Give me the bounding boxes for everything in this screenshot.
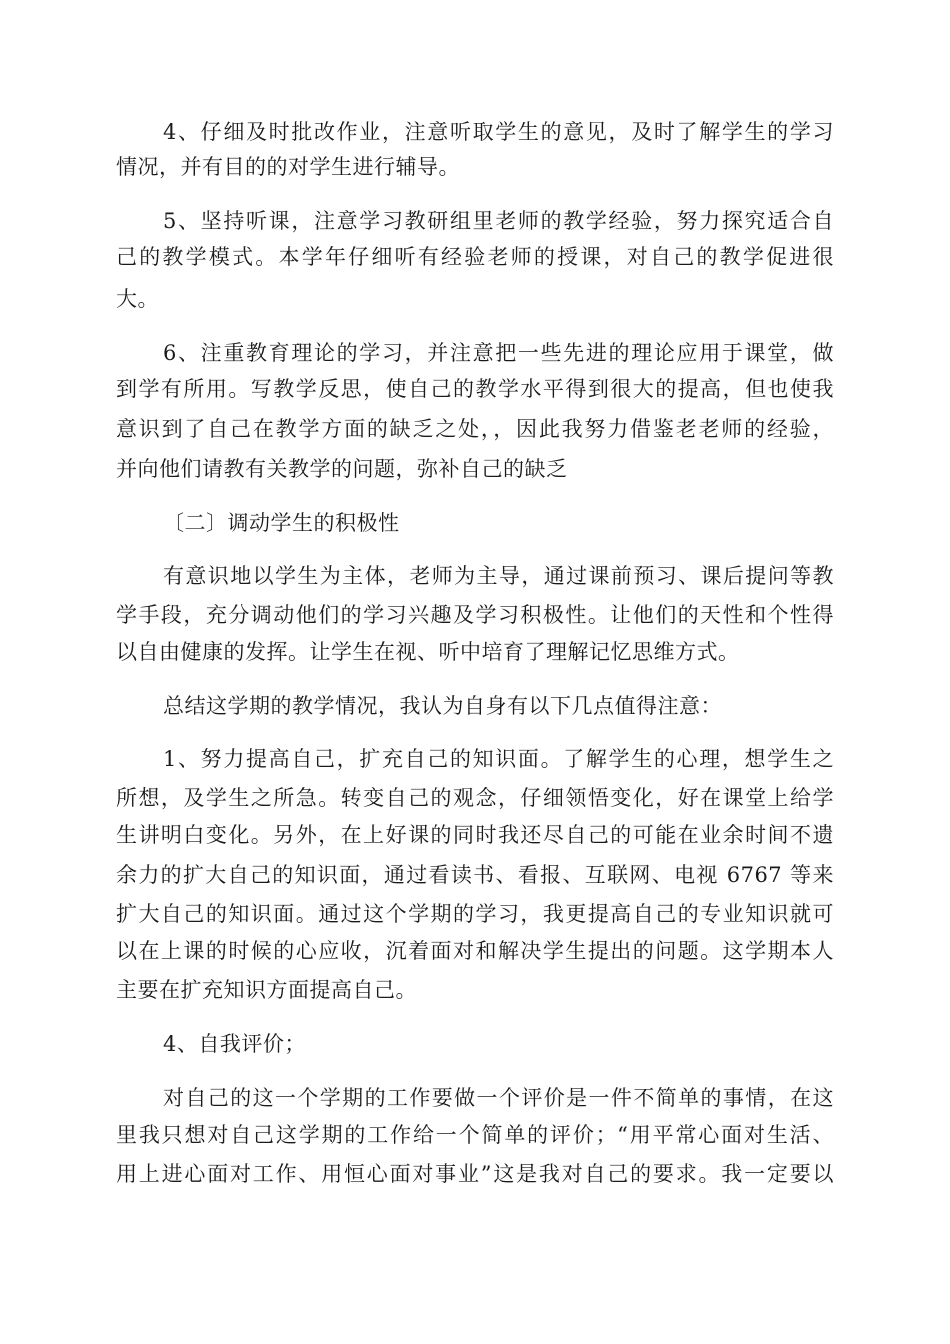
paragraph-line: 以在上课的时候的心应收，沉着面对和解决学生提出的问题。这学期本人	[116, 939, 834, 963]
paragraph-line: 己的教学模式。本学年仔细听有经验老师的授课，对自己的教学促进很	[116, 245, 834, 269]
paragraph-line: 主要在扩充知识方面提高自己。	[116, 978, 417, 1002]
paragraph-line: 生讲明白变化。另外，在上好课的同时我还尽自己的可能在业余时间不遗	[116, 823, 834, 847]
paragraph-line: 对自己的这一个学期的工作要做一个评价是一件不简单的事情，在这	[163, 1086, 834, 1110]
paragraph-line: 余力的扩大自己的知识面，通过看读书、看报、互联网、电视 6767 等来	[116, 863, 834, 887]
paragraph-line: 4、仔细及时批改作业，注意听取学生的意见，及时了解学生的学习	[163, 120, 834, 144]
paragraph-line: 到学有所用。写教学反思，使自己的教学水平得到很大的提高，但也使我	[116, 377, 834, 401]
paragraph-line: 意识到了自己在教学方面的缺乏之处，，因此我努力借鉴老老师的经验，	[116, 417, 834, 441]
paragraph-line: 所想，及学生之所急。转变自己的观念，仔细领悟变化，好在课堂上给学	[116, 786, 834, 810]
paragraph-line: 大。	[116, 287, 159, 311]
paragraph-line: 总结这学期的教学情况，我认为自身有以下几点值得注意：	[163, 694, 722, 718]
paragraph-line: 里我只想对自己这学期的工作给一个简单的评价；“用平常心面对生活、	[116, 1123, 834, 1147]
paragraph-line: 学手段，充分调动他们的学习兴趣及学习积极性。让他们的天性和个性得	[116, 603, 834, 627]
self-evaluation-heading-text: 4、自我评价；	[163, 1032, 306, 1056]
section-heading-text: 〔二〕调动学生的积极性	[163, 511, 400, 535]
paragraph-line: 并向他们请教有关教学的问题，弥补自己的缺乏	[116, 457, 568, 481]
paragraph-line: 用上进心面对工作、用恒心面对事业”这是我对自己的要求。我一定要以	[116, 1162, 834, 1186]
paragraph-line: 情况，并有目的的对学生进行辅导。	[116, 155, 460, 179]
paragraph-line: 以自由健康的发挥。让学生在视、听中培育了理解记忆思维方式。	[116, 640, 740, 664]
paragraph-line: 5、坚持听课，注意学习教研组里老师的教学经验，努力探究适合自	[163, 209, 834, 233]
paragraph-line: 有意识地以学生为主体，老师为主导，通过课前预习、课后提问等教	[163, 564, 834, 588]
paragraph-line: 6、注重教育理论的学习，并注意把一些先进的理论应用于课堂，做	[163, 341, 834, 365]
paragraph-line: 1、努力提高自己，扩充自己的知识面。了解学生的心理，想学生之	[163, 747, 834, 771]
paragraph-line: 扩大自己的知识面。通过这个学期的学习，我更提高自己的专业知识就可	[116, 902, 834, 926]
